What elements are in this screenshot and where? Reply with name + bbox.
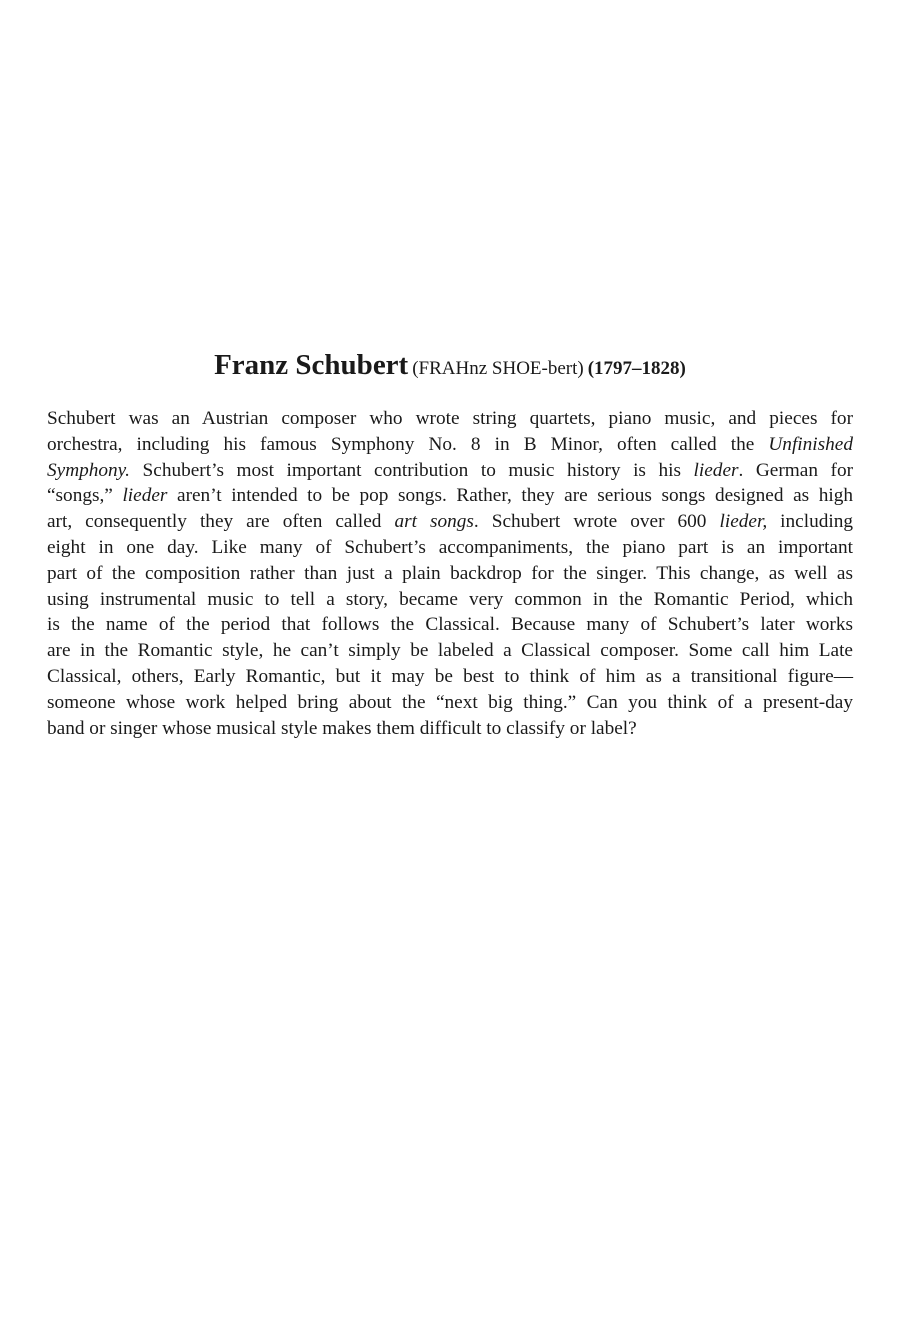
paragraph-line: are in the Romantic style, he can’t simply be labeled a Classical composer. Some call him Late [47, 640, 853, 662]
italic-term: art songs [394, 511, 474, 533]
composer-dates: (1797–1828) [587, 358, 686, 379]
composer-pronunciation: (FRAHnz SHOE-bert) [412, 358, 584, 379]
paragraph-line: is the name of the period that follows the Classical. Because many of Schubert’s later works [47, 614, 853, 636]
italic-term: Symphony. [47, 459, 130, 481]
italic-term: lieder [122, 485, 168, 507]
biography-paragraph [47, 406, 853, 741]
paragraph-line: using instrumental music to tell a story, became very common in the Romantic Period, which [47, 588, 853, 610]
paragraph-line: Schubert was an Austrian composer who wrote string quartets, piano music, and pieces for [47, 408, 853, 429]
paragraph-line: “songs,” lieder aren’t intended to be pop songs. Rather, they are serious songs designed as high [47, 485, 853, 507]
italic-term: Unfinished [768, 433, 853, 455]
composer-name: Franz Schubert [214, 349, 409, 381]
paragraph-line: eight in one day. Like many of Schubert’s accompaniments, the piano part is an important [47, 536, 853, 558]
paragraph-line: art, consequently they are often called art songs. Schubert wrote over 600 lieder, including [47, 511, 853, 533]
paragraph-line: orchestra, including his famous Symphony No. 8 in B Minor, often called the Unfinished [47, 433, 853, 455]
paragraph-line: part of the composition rather than just a plain backdrop for the singer. This change, as well as [47, 562, 853, 584]
paragraph-line: Classical, others, Early Romantic, but it may be best to think of him as a transitional figure— [47, 665, 853, 687]
italic-term: lieder [693, 459, 739, 481]
italic-term: lieder, [719, 511, 768, 533]
paragraph-line: someone whose work helped bring about the “next big thing.” Can you think of a present-day [47, 691, 853, 713]
composer-heading [0, 345, 900, 390]
paragraph-line: Symphony. Schubert’s most important contribution to music history is his lieder. German for [47, 459, 854, 481]
paragraph-line: band or singer whose musical style makes them difficult to classify or label? [47, 717, 637, 739]
